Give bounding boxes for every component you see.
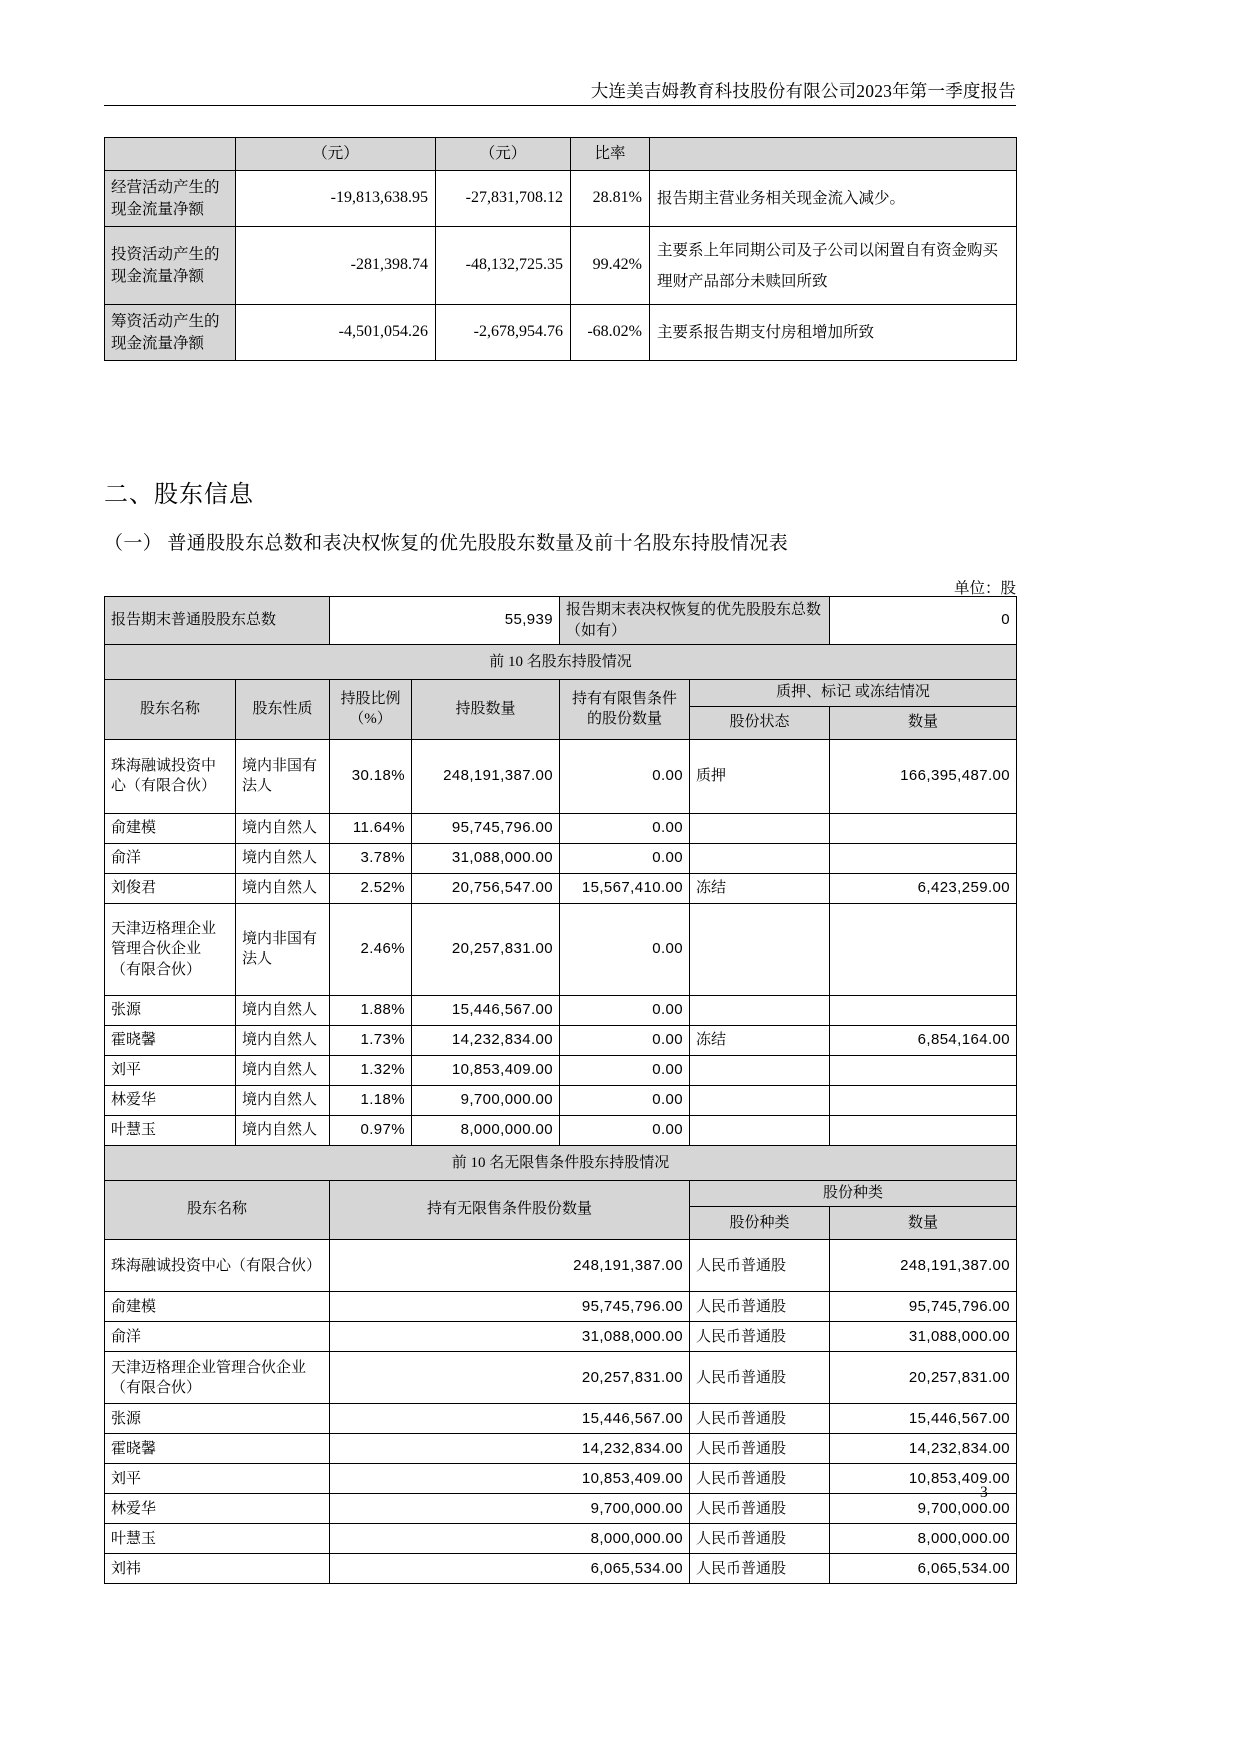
- shareholder-1-status: [690, 813, 830, 843]
- unrestricted-6-count: 10,853,409.00: [330, 1464, 690, 1494]
- shareholder-4-nature: 境内非国有法人: [236, 903, 330, 995]
- col-header-share-type: 股份种类: [690, 1207, 830, 1240]
- subsection-title: （一） 普通股股东总数和表决权恢复的优先股股东数量及前十名股东持股情况表: [104, 533, 789, 554]
- shareholder-2-nature: 境内自然人: [236, 843, 330, 873]
- shareholder-8-amount: [830, 1085, 1017, 1115]
- unrestricted-7-type: 人民币普通股: [690, 1494, 830, 1524]
- shareholder-3-nature: 境内自然人: [236, 873, 330, 903]
- shareholder-9-restricted: 0.00: [560, 1115, 690, 1145]
- shareholder-2-restricted: 0.00: [560, 843, 690, 873]
- shareholder-6-restricted: 0.00: [560, 1025, 690, 1055]
- cashflow-row-0-explanation: 报告期主营业务相关现金流入减少。: [650, 171, 1017, 227]
- col-header-ratio: [330, 680, 412, 740]
- table-row: [105, 1352, 1017, 1404]
- table-row: [105, 1554, 1017, 1584]
- shareholder-9-name: 叶慧玉: [105, 1115, 236, 1145]
- table-row: [105, 873, 1017, 903]
- shareholder-7-count: 10,853,409.00: [412, 1055, 560, 1085]
- shareholder-5-restricted: 0.00: [560, 995, 690, 1025]
- table-row: [105, 995, 1017, 1025]
- shareholder-3-count: 20,756,547.00: [412, 873, 560, 903]
- col-header-restricted: [560, 680, 690, 740]
- col-header-pledge-group: 质押、标记 或冻结情况: [690, 680, 1017, 707]
- shareholder-8-nature: 境内自然人: [236, 1085, 330, 1115]
- shareholder-5-status: [690, 995, 830, 1025]
- shareholder-0-name: 珠海融诚投资中心（有限合伙）: [105, 739, 236, 813]
- shareholder-6-status: 冻结: [690, 1025, 830, 1055]
- unrestricted-0-name: 珠海融诚投资中心（有限合伙）: [105, 1240, 330, 1292]
- cashflow-row-2-current: -4,501,054.26: [236, 305, 436, 361]
- unrestricted-5-amount: 14,232,834.00: [830, 1434, 1017, 1464]
- shareholder-7-status: [690, 1055, 830, 1085]
- table-row: [105, 739, 1017, 813]
- shareholder-3-status: 冻结: [690, 873, 830, 903]
- col-header-unrestricted-name: 股东名称: [105, 1180, 330, 1240]
- cashflow-row-2-ratio: -68.02%: [571, 305, 650, 361]
- shareholder-2-status: [690, 843, 830, 873]
- unrestricted-2-amount: 31,088,000.00: [830, 1322, 1017, 1352]
- table-row: [105, 843, 1017, 873]
- table-header-row: [105, 680, 1017, 707]
- shareholder-8-name: 林爱华: [105, 1085, 236, 1115]
- table-row: [105, 1524, 1017, 1554]
- cashflow-row-1-explanation: 主要系上年同期公司及子公司以闲置自有资金购买理财产品部分未赎回所致: [650, 227, 1017, 305]
- page-number: 3: [980, 1484, 988, 1501]
- shareholder-6-name: 霍晓馨: [105, 1025, 236, 1055]
- table-row: [105, 813, 1017, 843]
- shareholder-9-nature: 境内自然人: [236, 1115, 330, 1145]
- unrestricted-3-type: 人民币普通股: [690, 1352, 830, 1404]
- table-row: [105, 1025, 1017, 1055]
- preferred-shareholders-label: 报告期末表决权恢复的优先股股东总数（如有）: [560, 597, 830, 645]
- unrestricted-1-type: 人民币普通股: [690, 1292, 830, 1322]
- cashflow-table: [104, 137, 1017, 361]
- shareholder-8-count: 9,700,000.00: [412, 1085, 560, 1115]
- col-header-ratio-line2: （%）: [349, 710, 392, 727]
- preferred-shareholders-value: 0: [830, 597, 1017, 645]
- table-row: [105, 305, 1017, 361]
- shareholder-8-restricted: 0.00: [560, 1085, 690, 1115]
- unrestricted-6-type: 人民币普通股: [690, 1464, 830, 1494]
- unrestricted-1-amount: 95,745,796.00: [830, 1292, 1017, 1322]
- common-shareholders-value: 55,939: [330, 597, 560, 645]
- col-header-status: 股份状态: [690, 706, 830, 739]
- shareholder-1-amount: [830, 813, 1017, 843]
- unrestricted-1-name: 俞建模: [105, 1292, 330, 1322]
- common-shareholders-label: 报告期末普通股股东总数: [105, 597, 330, 645]
- shareholder-0-restricted: 0.00: [560, 739, 690, 813]
- shareholder-5-amount: [830, 995, 1017, 1025]
- shareholder-0-nature: 境内非国有法人: [236, 739, 330, 813]
- unrestricted-4-amount: 15,446,567.00: [830, 1404, 1017, 1434]
- cashflow-head-blank: [105, 138, 236, 171]
- table-row: [105, 903, 1017, 995]
- shareholder-8-ratio: 1.18%: [330, 1085, 412, 1115]
- unrestricted-2-type: 人民币普通股: [690, 1322, 830, 1352]
- cashflow-row-0-current: -19,813,638.95: [236, 171, 436, 227]
- shareholder-3-ratio: 2.52%: [330, 873, 412, 903]
- unrestricted-5-name: 霍晓馨: [105, 1434, 330, 1464]
- cashflow-row-2-explanation: 主要系报告期支付房租增加所致: [650, 305, 1017, 361]
- cashflow-head-explanation: [650, 138, 1017, 171]
- shareholder-9-status: [690, 1115, 830, 1145]
- cashflow-row-2-name: 筹资活动产生的现金流量净额: [105, 305, 236, 361]
- unrestricted-3-name: 天津迈格理企业管理合伙企业（有限合伙）: [105, 1352, 330, 1404]
- table-row: [105, 1494, 1017, 1524]
- shareholder-4-status: [690, 903, 830, 995]
- shareholder-1-restricted: 0.00: [560, 813, 690, 843]
- unrestricted-0-count: 248,191,387.00: [330, 1240, 690, 1292]
- shareholder-4-amount: [830, 903, 1017, 995]
- shareholder-1-ratio: 11.64%: [330, 813, 412, 843]
- cashflow-row-0-ratio: 28.81%: [571, 171, 650, 227]
- unrestricted-5-type: 人民币普通股: [690, 1434, 830, 1464]
- shareholder-4-ratio: 2.46%: [330, 903, 412, 995]
- shareholder-9-amount: [830, 1115, 1017, 1145]
- unrestricted-8-amount: 8,000,000.00: [830, 1524, 1017, 1554]
- table-row: [105, 171, 1017, 227]
- shareholder-3-amount: 6,423,259.00: [830, 873, 1017, 903]
- unrestricted-1-count: 95,745,796.00: [330, 1292, 690, 1322]
- unrestricted-7-count: 9,700,000.00: [330, 1494, 690, 1524]
- unrestricted-7-name: 林爱华: [105, 1494, 330, 1524]
- unrestricted-9-count: 6,065,534.00: [330, 1554, 690, 1584]
- shareholder-2-amount: [830, 843, 1017, 873]
- shareholder-summary-row: [105, 597, 1017, 645]
- band-row-unrestricted: [105, 1145, 1017, 1180]
- shareholder-7-restricted: 0.00: [560, 1055, 690, 1085]
- col-header-share-amount: 数量: [830, 1207, 1017, 1240]
- cashflow-row-0-name: 经营活动产生的现金流量净额: [105, 171, 236, 227]
- cashflow-head-ratio: 比率: [571, 138, 650, 171]
- shareholder-2-name: 俞洋: [105, 843, 236, 873]
- col-header-ratio-line1: 持股比例: [340, 691, 401, 708]
- shareholder-9-count: 8,000,000.00: [412, 1115, 560, 1145]
- unrestricted-5-count: 14,232,834.00: [330, 1434, 690, 1464]
- col-header-unrestricted-count: 持有无限售条件股份数量: [330, 1180, 690, 1240]
- band-row-top10: [105, 645, 1017, 680]
- cashflow-head-current: （元）: [236, 138, 436, 171]
- shareholder-2-count: 31,088,000.00: [412, 843, 560, 873]
- table-row: [105, 1434, 1017, 1464]
- table-row: [105, 1404, 1017, 1434]
- shareholder-7-ratio: 1.32%: [330, 1055, 412, 1085]
- table-row: [105, 1292, 1017, 1322]
- col-header-name: 股东名称: [105, 680, 236, 740]
- cashflow-row-1-previous: -48,132,725.35: [436, 227, 571, 305]
- shareholder-6-nature: 境内自然人: [236, 1025, 330, 1055]
- table-row: [105, 227, 1017, 305]
- shareholder-1-nature: 境内自然人: [236, 813, 330, 843]
- unrestricted-7-amount: 9,700,000.00: [830, 1494, 1017, 1524]
- cashflow-row-2-previous: -2,678,954.76: [436, 305, 571, 361]
- unrestricted-0-type: 人民币普通股: [690, 1240, 830, 1292]
- unrestricted-9-name: 刘祎: [105, 1554, 330, 1584]
- col-header-amount: 数量: [830, 706, 1017, 739]
- shareholder-7-nature: 境内自然人: [236, 1055, 330, 1085]
- unrestricted-3-count: 20,257,831.00: [330, 1352, 690, 1404]
- col-header-restricted-line2: 的股份数量: [587, 710, 663, 727]
- shareholder-1-count: 95,745,796.00: [412, 813, 560, 843]
- shareholder-9-ratio: 0.97%: [330, 1115, 412, 1145]
- shareholder-2-ratio: 3.78%: [330, 843, 412, 873]
- shareholders-table: [104, 596, 1017, 1584]
- unrestricted-2-count: 31,088,000.00: [330, 1322, 690, 1352]
- shareholder-6-count: 14,232,834.00: [412, 1025, 560, 1055]
- shareholder-0-ratio: 30.18%: [330, 739, 412, 813]
- document-header-title: 大连美吉姆教育科技股份有限公司2023年第一季度报告: [590, 81, 1016, 101]
- unrestricted-4-type: 人民币普通股: [690, 1404, 830, 1434]
- shareholder-3-name: 刘俊君: [105, 873, 236, 903]
- table-header-row: [105, 1180, 1017, 1207]
- unrestricted-6-amount: 10,853,409.00: [830, 1464, 1017, 1494]
- shareholder-5-name: 张源: [105, 995, 236, 1025]
- shareholder-0-count: 248,191,387.00: [412, 739, 560, 813]
- table-row: [105, 1055, 1017, 1085]
- col-header-count: 持股数量: [412, 680, 560, 740]
- cashflow-row-1-ratio: 99.42%: [571, 227, 650, 305]
- shareholder-4-restricted: 0.00: [560, 903, 690, 995]
- shareholder-6-ratio: 1.73%: [330, 1025, 412, 1055]
- unrestricted-2-name: 俞洋: [105, 1322, 330, 1352]
- table-row: [105, 1085, 1017, 1115]
- shareholder-8-status: [690, 1085, 830, 1115]
- unrestricted-8-type: 人民币普通股: [690, 1524, 830, 1554]
- band-unrestricted-label: 前 10 名无限售条件股东持股情况: [105, 1145, 1017, 1180]
- shareholder-5-nature: 境内自然人: [236, 995, 330, 1025]
- shareholder-5-ratio: 1.88%: [330, 995, 412, 1025]
- unit-note: 单位：股: [953, 580, 1016, 597]
- band-top10-label: 前 10 名股东持股情况: [105, 645, 1017, 680]
- unrestricted-9-type: 人民币普通股: [690, 1554, 830, 1584]
- cashflow-row-0-previous: -27,831,708.12: [436, 171, 571, 227]
- unrestricted-6-name: 刘平: [105, 1464, 330, 1494]
- section-title: 二、股东信息: [104, 482, 254, 508]
- shareholder-1-name: 俞建模: [105, 813, 236, 843]
- table-row: [105, 1464, 1017, 1494]
- col-header-restricted-line1: 持有有限售条件: [572, 691, 678, 708]
- header-divider: [104, 105, 1016, 106]
- unrestricted-0-amount: 248,191,387.00: [830, 1240, 1017, 1292]
- shareholder-3-restricted: 15,567,410.00: [560, 873, 690, 903]
- cashflow-head-previous: （元）: [436, 138, 571, 171]
- shareholder-5-count: 15,446,567.00: [412, 995, 560, 1025]
- unrestricted-4-name: 张源: [105, 1404, 330, 1434]
- unrestricted-9-amount: 6,065,534.00: [830, 1554, 1017, 1584]
- shareholder-4-name: 天津迈格理企业管理合伙企业（有限合伙）: [105, 903, 236, 995]
- shareholder-6-amount: 6,854,164.00: [830, 1025, 1017, 1055]
- unrestricted-4-count: 15,446,567.00: [330, 1404, 690, 1434]
- cashflow-row-1-name: 投资活动产生的现金流量净额: [105, 227, 236, 305]
- col-header-nature: 股东性质: [236, 680, 330, 740]
- shareholder-0-status: 质押: [690, 739, 830, 813]
- shareholder-0-amount: 166,395,487.00: [830, 739, 1017, 813]
- table-row: [105, 1240, 1017, 1292]
- shareholder-7-amount: [830, 1055, 1017, 1085]
- unrestricted-8-name: 叶慧玉: [105, 1524, 330, 1554]
- table-header-row: [105, 138, 1017, 171]
- table-row: [105, 1115, 1017, 1145]
- col-header-share-type-group: 股份种类: [690, 1180, 1017, 1207]
- cashflow-row-1-current: -281,398.74: [236, 227, 436, 305]
- shareholder-7-name: 刘平: [105, 1055, 236, 1085]
- table-row: [105, 1322, 1017, 1352]
- unrestricted-8-count: 8,000,000.00: [330, 1524, 690, 1554]
- shareholder-4-count: 20,257,831.00: [412, 903, 560, 995]
- unrestricted-3-amount: 20,257,831.00: [830, 1352, 1017, 1404]
